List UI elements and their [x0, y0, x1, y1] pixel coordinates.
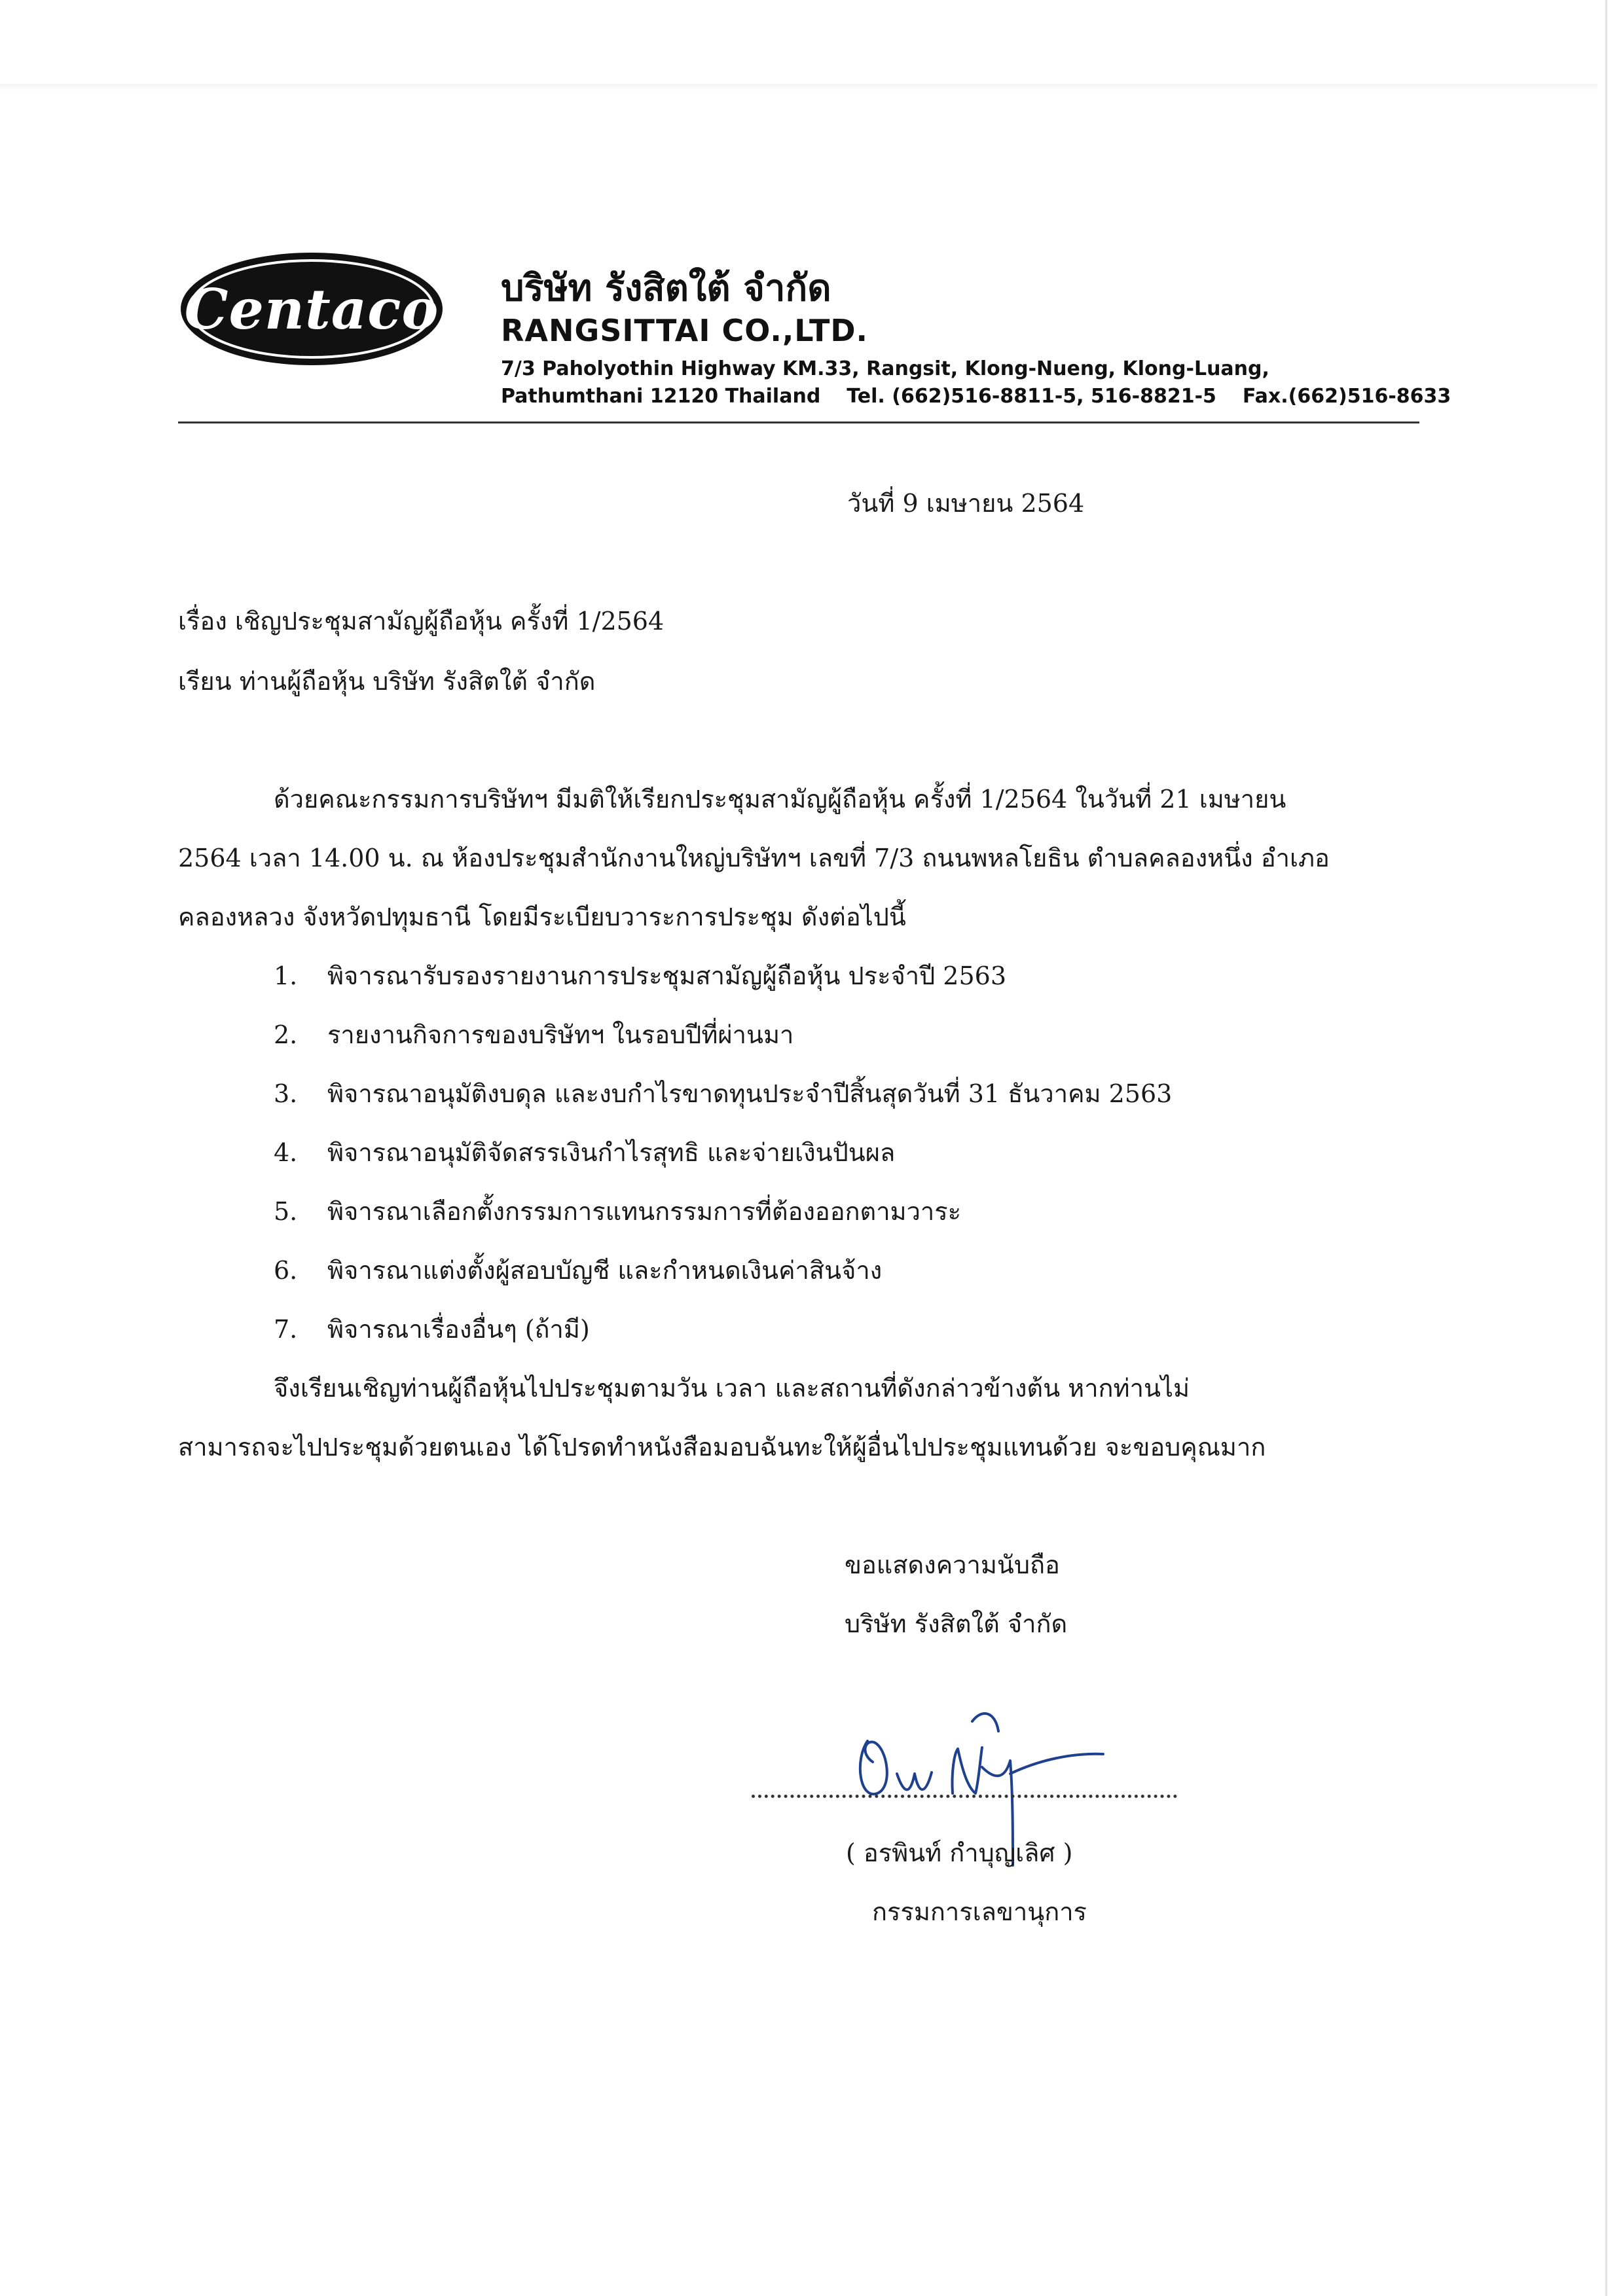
agenda-item: [274, 1309, 590, 1349]
address-fax: Fax.(662)516-8633: [1242, 385, 1451, 408]
signer-title: กรรมการเลขานุการ: [872, 1897, 1087, 1926]
letter-recipient: เรียน ท่านผู้ถือหุ้น บริษัท รังสิตใต้ จำกัด: [178, 667, 596, 696]
agenda-text: พิจารณาเลือกตั้งกรรมการแทนกรรมการที่ต้องออกตามวาระ: [327, 1197, 962, 1226]
agenda-item: [274, 1132, 895, 1172]
agenda-number: 1.: [274, 961, 298, 990]
company-name-thai: บริษัท รังสิตใต้ จำกัด: [501, 267, 831, 310]
scan-shade: [0, 84, 1597, 90]
closing-company: บริษัท รังสิตใต้ จำกัด: [845, 1609, 1068, 1638]
company-address-line2: [501, 385, 1451, 408]
conclusion-line: จึงเรียนเชิญท่านผู้ถือหุ้นไปประชุมตามวัน เวลา และสถานที่ดังกล่าวข้างต้น หากท่านไม่: [274, 1374, 1190, 1403]
scan-edge: [1605, 0, 1607, 2296]
agenda-number: 7.: [274, 1315, 298, 1344]
logo-wordmark: Centaco: [184, 276, 439, 342]
agenda-item: [274, 956, 1006, 996]
letterhead-divider: [178, 422, 1419, 423]
signature-line: [752, 1795, 1177, 1798]
agenda-text: พิจารณาเรื่องอื่นๆ (ถ้ามี): [327, 1315, 590, 1344]
agenda-text: พิจารณาอนุมัติงบดุล และงบกำไรขาดทุนประจำปีสิ้นสุดวันที่ 31 ธันวาคม 2563: [327, 1079, 1173, 1108]
agenda-item: [274, 1250, 882, 1290]
agenda-number: 6.: [274, 1256, 298, 1285]
agenda-text: รายงานกิจการของบริษัทฯ ในรอบปีที่ผ่านมา: [327, 1020, 794, 1049]
conclusion-line: สามารถจะไปประชุมด้วยตนเอง ได้โปรดทำหนังสือมอบฉันทะให้ผู้อื่นไปประชุมแทนด้วย จะขอบคุณมาก: [178, 1433, 1266, 1462]
agenda-number: 4.: [274, 1138, 298, 1167]
intro-line: คลองหลวง จังหวัดปทุมธานี โดยมีระเบียบวาระการประชุม ดังต่อไปนี้: [178, 903, 906, 931]
agenda-item: [274, 1014, 793, 1054]
company-address-line1: 7/3 Paholyothin Highway KM.33, Rangsit, Klong-Nueng, Klong-Luang,: [501, 357, 1269, 380]
company-name-english: RANGSITTAI CO.,LTD.: [501, 313, 869, 348]
agenda-number: 2.: [274, 1020, 298, 1049]
intro-line: ด้วยคณะกรรมการบริษัทฯ มีมติให้เรียกประชุมสามัญผู้ถือหุ้น ครั้งที่ 1/2564 ในวันที่ 21 เมษายน: [274, 785, 1286, 814]
letter-date: วันที่ 9 เมษายน 2564: [847, 489, 1085, 518]
signer-name: ( อรพินท์ กำบุญเลิศ ): [846, 1839, 1073, 1867]
closing-salutation: ขอแสดงความนับถือ: [845, 1551, 1060, 1579]
agenda-number: 3.: [274, 1079, 298, 1108]
letter-subject: เรื่อง เชิญประชุมสามัญผู้ถือหุ้น ครั้งที่ 1/2564: [178, 607, 665, 636]
agenda-item: [274, 1073, 1172, 1113]
agenda-text: พิจารณารับรองรายงานการประชุมสามัญผู้ถือหุ้น ประจำปี 2563: [327, 961, 1007, 990]
agenda-text: พิจารณาอนุมัติจัดสรรเงินกำไรสุทธิ และจ่ายเงินปันผล: [327, 1138, 896, 1167]
address-place: Pathumthani 12120 Thailand: [501, 385, 821, 408]
intro-line: 2564 เวลา 14.00 น. ณ ห้องประชุมสำนักงานใหญ่บริษัทฯ เลขที่ 7/3 ถนนพหลโยธิน ตำบลคลองหนึ่ง อำเภอ: [178, 844, 1330, 872]
agenda-text: พิจารณาแต่งตั้งผู้สอบบัญชี และกำหนดเงินค่าสินจ้าง: [327, 1256, 883, 1285]
agenda-item: [274, 1191, 961, 1231]
agenda-number: 5.: [274, 1197, 298, 1226]
address-tel: Tel. (662)516-8811-5, 516-8821-5: [847, 385, 1216, 408]
